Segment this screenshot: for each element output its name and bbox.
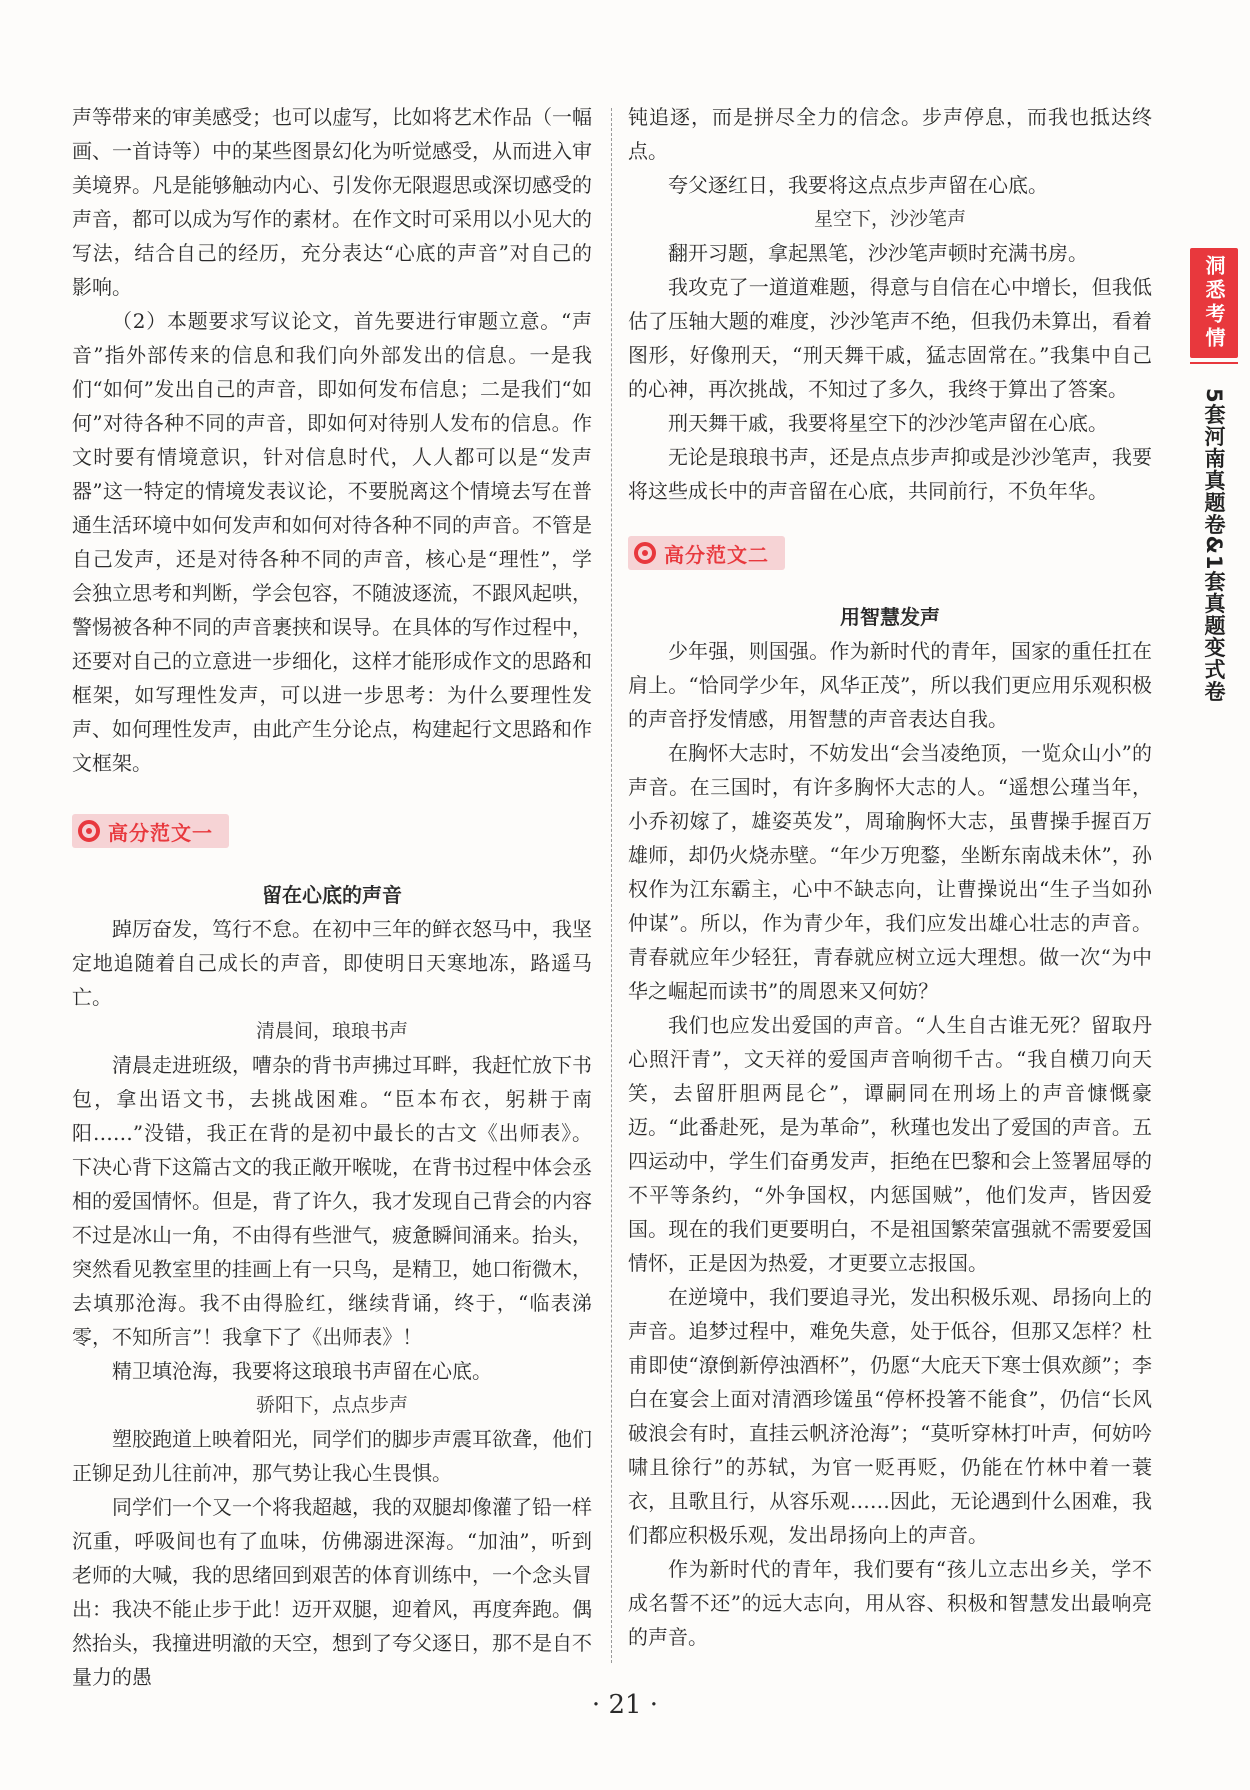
essay1-subheading: 星空下，沙沙笔声 bbox=[813, 208, 966, 230]
essay1-paragraph: 翻开习题，拿起黑笔，沙沙笔声顿时充满书房。 bbox=[668, 241, 1088, 265]
essay2-paragraph: 作为新时代的青年，我们要有“孩儿立志出乡关，学不成名誓不还”的远大志向，用从容、积极和智慧发出最响亮的声音。 bbox=[628, 1557, 1152, 1649]
essay1-paragraph: 同学们一个又一个将我超越，我的双腿却像灌了铅一样沉重，呼吸间也有了血味，仿佛溺进深海。“加油”，听到老师的大喊，我的思绪回到艰苦的体育训练中，一个念头冒出：我决不能止步于此！迈开双腿，迎着风，再度奔跑。偶然抬头，我撞进明澈的天空，想到了夸父逐日，那不是自不量力的愚 bbox=[72, 1495, 592, 1689]
left-column bbox=[72, 100, 592, 1694]
essay1-paragraph: 踔厉奋发，笃行不怠。在初中三年的鲜衣怒马中，我坚定地追随着自己成长的声音，即使明日天寒地冻，路遥马亡。 bbox=[72, 917, 592, 1009]
essay2-badge bbox=[628, 536, 785, 570]
essay1-paragraph: 夸父逐红日，我要将这点点步声留在心底。 bbox=[668, 173, 1048, 197]
essay1-paragraph: 精卫填沧海，我要将这琅琅书声留在心底。 bbox=[112, 1359, 492, 1383]
intro-paragraph-1: 声等带来的审美感受；也可以虚写，比如将艺术作品（一幅画、一首诗等）中的某些图景幻化为听觉感受，从而进入审美境界。凡是能够触动内心、引发你无限遐思或深切感受的声音，都可以成为写作的素材。在作文时可采用以小见大的写法，结合自己的经历，充分表达“心底的声音”对自己的影响。 bbox=[72, 105, 592, 299]
essay1-subheading: 骄阳下，点点步声 bbox=[255, 1394, 408, 1416]
series-tab: 洞悉考情 bbox=[1190, 248, 1238, 358]
right-column bbox=[628, 100, 1152, 1654]
essay2-paragraph: 在逆境中，我们要追寻光，发出积极乐观、昂扬向上的声音。追梦过程中，难免失意，处于低谷，但那又怎样？杜甫即使“潦倒新停浊酒杯”，仍愿“大庇天下寒士俱欢颜”；李白在宴会上面对清酒珍馐虽“停杯投箸不能食”，仍信“长风破浪会有时，直挂云帆济沧海”；“莫听穿林打叶声，何妨吟啸且徐行”的苏轼，为官一贬再贬，仍能在竹林中着一蓑衣，且歌且行，从容乐观……因此，无论遇到什么困难，我们都应积极乐观，发出昂扬向上的声音。 bbox=[628, 1285, 1152, 1547]
target-icon bbox=[78, 820, 100, 842]
essay1-paragraph: 清晨走进班级，嘈杂的背书声拂过耳畔，我赶忙放下书包，拿出语文书，去挑战困难。“臣本布衣，躬耕于南阳……”没错，我正在背的是初中最长的古文《出师表》。下决心背下这篇古文的我正敞开喉咙，在背书过程中体会丞相的爱国情怀。但是，背了许久，我才发现自己背会的内容不过是冰山一角，不由得有些泄气，疲惫瞬间涌来。抬头，突然看见教室里的挂画上有一只鸟，是精卫，她口衔微木，去填那沧海。我不由得脸红，继续背诵，终于，“临表涕零，不知所言”！我拿下了《出师表》！ bbox=[72, 1053, 592, 1349]
essay1-paragraph: 塑胶跑道上映着阳光，同学们的脚步声震耳欲聋，他们正铆足劲儿往前冲，那气势让我心生畏惧。 bbox=[72, 1427, 592, 1485]
intro-paragraph-2: （2）本题要求写议论文，首先要进行审题立意。“声音”指外部传来的信息和我们向外部发出的信息。一是我们“如何”发出自己的声音，即如何发布信息；二是我们“如何”对待各种不同的声音，即如何对待别人发布的信息。作文时要有情境意识，针对信息时代，人人都可以是“发声器”这一特定的情境发表议论，不要脱离这个情境去写在普通生活环境中如何发声和如何对待各种不同的声音。不管是自己发声，还是对待各种不同的声音，核心是“理性”，学会独立思考和判断，学会包容，不随波逐流，不跟风起哄，警惕被各种不同的声音裹挟和误导。在具体的写作过程中，还要对自己的立意进一步细化，这样才能形成作文的思路和框架，如写理性发声，可以进一步思考：为什么要理性发声、如何理性发声，由此产生分论点，构建起行文思路和作文框架。 bbox=[72, 309, 592, 775]
essay1-paragraph: 钝追逐，而是拼尽全力的信念。步声停息，而我也抵达终点。 bbox=[628, 105, 1152, 163]
essay1-paragraph: 刑天舞干戚，我要将星空下的沙沙笔声留在心底。 bbox=[668, 411, 1108, 435]
column-divider bbox=[611, 108, 612, 1663]
essay2-paragraph: 少年强，则国强。作为新时代的青年，国家的重任扛在肩上。“恰同学少年，风华正茂”，所以我们更应用乐观积极的声音抒发情感，用智慧的声音表达自我。 bbox=[628, 639, 1152, 731]
essay1-badge bbox=[72, 814, 229, 848]
page-number: · 21 · bbox=[591, 1690, 659, 1720]
essay1-badge-label: 高分范文一 bbox=[108, 820, 213, 845]
target-icon bbox=[634, 542, 656, 564]
essay1-paragraph: 我攻克了一道道难题，得意与自信在心中增长，但我低估了压轴大题的难度，沙沙笔声不绝，但我仍未算出，看着图形，好像刑天，“刑天舞干戚，猛志固常在。”我集中自己的心神，再次挑战，不知过了多久，我终于算出了答案。 bbox=[628, 275, 1152, 401]
essay1-paragraph: 无论是琅琅书声，还是点点步声抑或是沙沙笔声，我要将这些成长中的声音留在心底，共同前行，不负年华。 bbox=[628, 445, 1152, 503]
essay2-title: 用智慧发声 bbox=[840, 605, 940, 629]
essay1-subheading: 清晨间，琅琅书声 bbox=[255, 1020, 408, 1042]
essay2-badge-label: 高分范文二 bbox=[664, 542, 769, 567]
essay1-title: 留在心底的声音 bbox=[262, 883, 402, 907]
essay2-paragraph: 我们也应发出爱国的声音。“人生自古谁无死？留取丹心照汗青”，文天祥的爱国声音响彻千古。“我自横刀向天笑，去留肝胆两昆仑”，谭嗣同在刑场上的声音慷慨豪迈。“此番赴死，是为革命”，秋瑾也发出了爱国的声音。五四运动中，学生们奋勇发声，拒绝在巴黎和会上签署屈辱的不平等条约，“外争国权，内惩国贼”，他们发声，皆因爱国。现在的我们更要明白，不是祖国繁荣富强就不需要爱国情怀，正是因为热爱，才更要立志报国。 bbox=[628, 1013, 1152, 1275]
essay2-paragraph: 在胸怀大志时，不妨发出“会当凌绝顶，一览众山小”的声音。在三国时，有许多胸怀大志的人。“遥想公瑾当年，小乔初嫁了，雄姿英发”，周瑜胸怀大志，虽曹操手握百万雄师，却仍火烧赤壁。“年少万兜鍪，坐断东南战未休”，孙权作为江东霸主，心中不缺志向，让曹操说出“生子当如孙仲谋”。所以，作为青少年，我们应发出雄心壮志的声音。青春就应年少轻狂，青春就应树立远大理想。做一次“为中华之崛起而读书”的周恩来又何妨？ bbox=[628, 741, 1152, 1003]
series-subtitle: 5套河南真题卷&1套真题变式卷 bbox=[1202, 387, 1226, 703]
tab-divider bbox=[1190, 362, 1238, 364]
